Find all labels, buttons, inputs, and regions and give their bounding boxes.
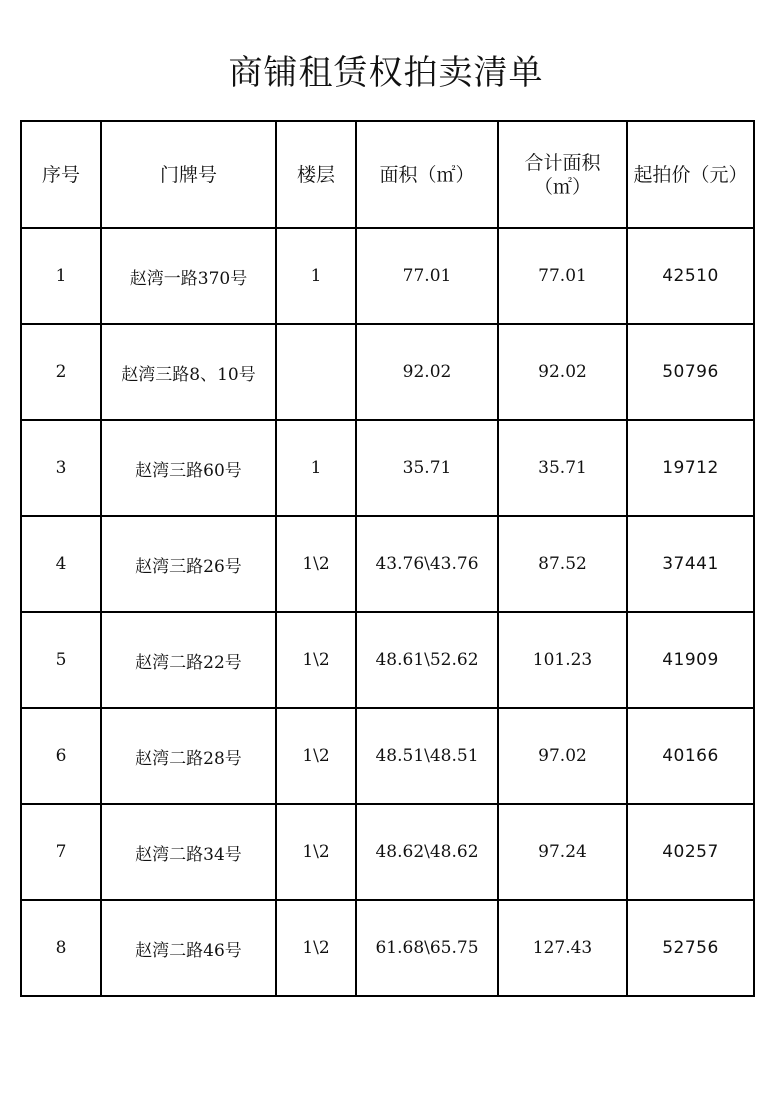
cell-area: 61.68\65.75 — [356, 900, 498, 996]
cell-start-price: 37441 — [627, 516, 754, 612]
table-row — [21, 612, 754, 708]
cell-door-number: 赵湾二路46号 — [101, 900, 276, 996]
cell-start-price: 50796 — [627, 324, 754, 420]
cell-floor: 1\2 — [276, 708, 356, 804]
cell-seq: 1 — [21, 228, 101, 324]
cell-door-number: 赵湾三路60号 — [101, 420, 276, 516]
cell-area: 77.01 — [356, 228, 498, 324]
cell-start-price: 42510 — [627, 228, 754, 324]
cell-door-number: 赵湾二路28号 — [101, 708, 276, 804]
cell-area: 48.51\48.51 — [356, 708, 498, 804]
cell-floor: 1\2 — [276, 804, 356, 900]
cell-area: 43.76\43.76 — [356, 516, 498, 612]
cell-seq: 5 — [21, 612, 101, 708]
cell-door-number: 赵湾三路26号 — [101, 516, 276, 612]
header-door-number: 门牌号 — [101, 121, 276, 228]
header-total-area-label: 合计面积 — [524, 151, 601, 174]
cell-start-price: 40166 — [627, 708, 754, 804]
cell-area: 92.02 — [356, 324, 498, 420]
cell-total-area: 127.43 — [498, 900, 627, 996]
table-row — [21, 708, 754, 804]
header-row — [21, 121, 754, 228]
cell-seq: 6 — [21, 708, 101, 804]
table-row — [21, 324, 754, 420]
table-row — [21, 420, 754, 516]
cell-start-price: 40257 — [627, 804, 754, 900]
table-row — [21, 228, 754, 324]
document-title: 商铺租赁权拍卖清单 — [228, 53, 544, 93]
cell-total-area: 101.23 — [498, 612, 627, 708]
cell-floor — [276, 324, 356, 420]
cell-seq: 4 — [21, 516, 101, 612]
cell-area: 48.62\48.62 — [356, 804, 498, 900]
table-row — [21, 804, 754, 900]
header-total-area-unit: （㎡） — [533, 175, 591, 198]
cell-seq: 8 — [21, 900, 101, 996]
cell-total-area: 97.24 — [498, 804, 627, 900]
cell-seq: 3 — [21, 420, 101, 516]
cell-floor: 1 — [276, 420, 356, 516]
cell-seq: 2 — [21, 324, 101, 420]
table-row — [21, 516, 754, 612]
cell-area: 48.61\52.62 — [356, 612, 498, 708]
cell-start-price: 52756 — [627, 900, 754, 996]
cell-total-area: 77.01 — [498, 228, 627, 324]
cell-floor: 1\2 — [276, 900, 356, 996]
cell-floor: 1\2 — [276, 612, 356, 708]
cell-door-number: 赵湾二路34号 — [101, 804, 276, 900]
cell-door-number: 赵湾二路22号 — [101, 612, 276, 708]
cell-start-price: 19712 — [627, 420, 754, 516]
cell-floor: 1\2 — [276, 516, 356, 612]
header-start-price: 起拍价（元） — [627, 121, 754, 228]
header-floor: 楼层 — [276, 121, 356, 228]
cell-door-number: 赵湾一路370号 — [101, 228, 276, 324]
cell-total-area: 87.52 — [498, 516, 627, 612]
auction-table — [20, 120, 755, 997]
cell-total-area: 97.02 — [498, 708, 627, 804]
cell-door-number: 赵湾三路8、10号 — [101, 324, 276, 420]
cell-area: 35.71 — [356, 420, 498, 516]
cell-total-area: 92.02 — [498, 324, 627, 420]
header-total-area — [498, 121, 627, 228]
header-area: 面积（㎡） — [356, 121, 498, 228]
header-seq: 序号 — [21, 121, 101, 228]
cell-start-price: 41909 — [627, 612, 754, 708]
cell-seq: 7 — [21, 804, 101, 900]
cell-floor: 1 — [276, 228, 356, 324]
table-row — [21, 900, 754, 996]
cell-total-area: 35.71 — [498, 420, 627, 516]
